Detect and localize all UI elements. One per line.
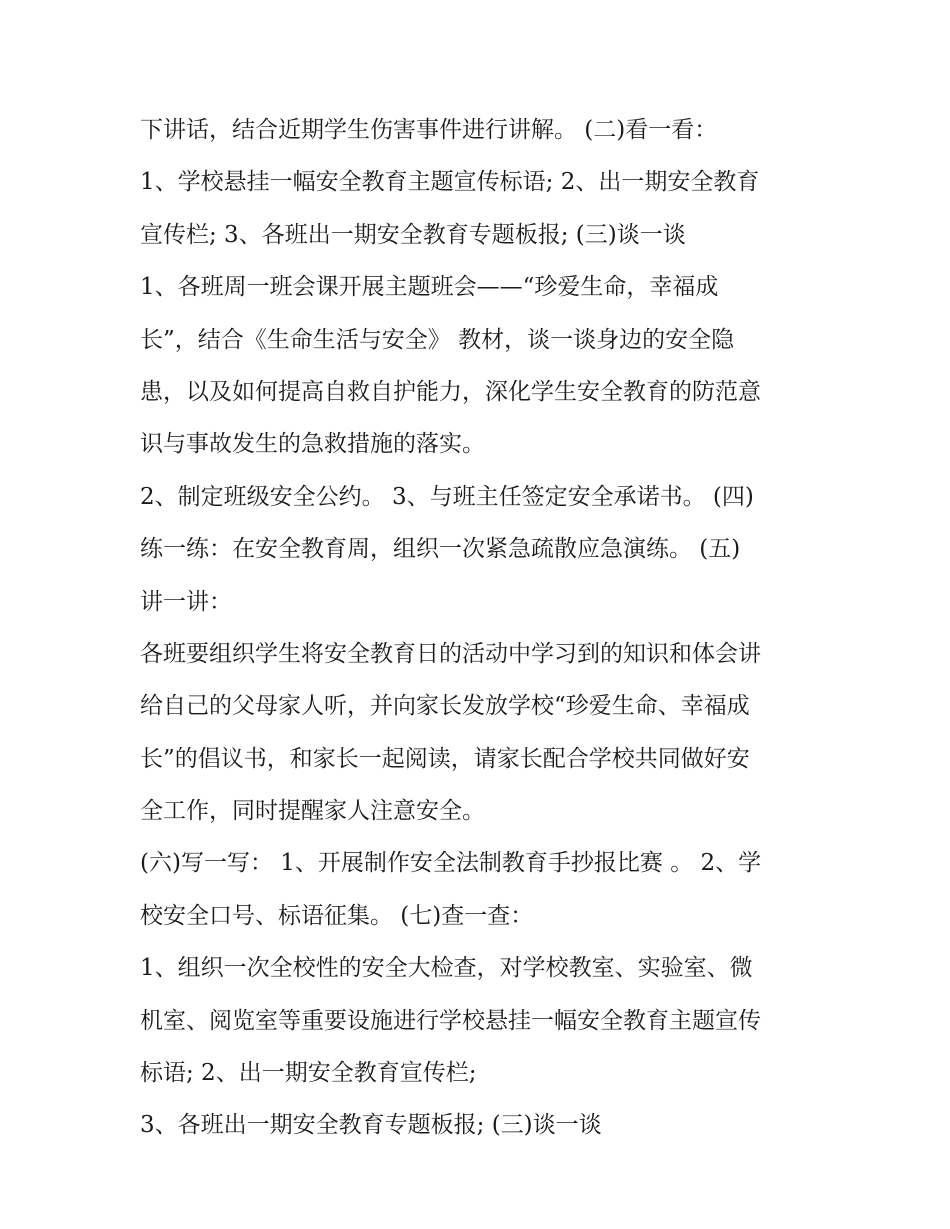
text-line: 给自己的父母家人听，并向家长发放学校“珍爱生命、幸福成 — [140, 693, 750, 720]
text-line: 宣传栏; 3、各班出一期安全教育专题板报; (三)谈一谈 — [140, 221, 686, 248]
text-line: 长”，结合《生命生活与安全》 教材，谈一谈身边的安全隐 — [140, 326, 735, 353]
text-line: 长”的倡议书，和家长一起阅读，请家长配合学校共同做好安 — [140, 745, 750, 772]
text-line: 1、组织一次全校性的安全大检查，对学校教室、实验室、微 — [140, 955, 753, 982]
text-line: 下讲话，结合近期学生伤害事件进行讲解。 (二)看一看： — [140, 117, 718, 143]
text-line: 1、学校悬挂一幅安全教育主题宣传标语; 2、出一期安全教育 — [140, 169, 760, 196]
text-line: (六)写一写： 1、开展制作安全法制教育手抄报比赛 。 2、学 — [140, 850, 762, 877]
text-line: 3、各班出一期安全教育专题板报; (三)谈一谈 — [140, 1112, 602, 1139]
text-line: 全工作，同时提醒家人注意安全。 — [140, 798, 485, 825]
text-line: 机室、阅览室等重要设施进行学校悬挂一幅安全教育主题宣传 — [140, 1007, 761, 1034]
text-line: 患，以及如何提高自救自护能力，深化学生安全教育的防范意 — [140, 378, 761, 405]
document-body — [140, 108, 820, 1156]
text-line: 校安全口号、标语征集。 (七)查一查： — [140, 902, 534, 929]
text-line: 练一练：在安全教育周，组织一次紧急疏散应急演练。 (五) — [140, 536, 741, 563]
text-line: 讲一讲： — [140, 588, 232, 615]
text-line: 1、各班周一班会课开展主题班会——“珍爱生命，幸福成 — [140, 274, 719, 301]
text-line: 各班要组织学生将安全教育日的活动中学习到的知识和体会讲 — [140, 640, 761, 667]
text-line: 标语; 2、出一期安全教育宣传栏; — [140, 1060, 477, 1087]
text-line: 识与事故发生的急救措施的落实。 — [140, 431, 485, 458]
text-line: 2、制定班级安全公约。 3、与班主任签定安全承诺书。 (四) — [140, 483, 754, 510]
